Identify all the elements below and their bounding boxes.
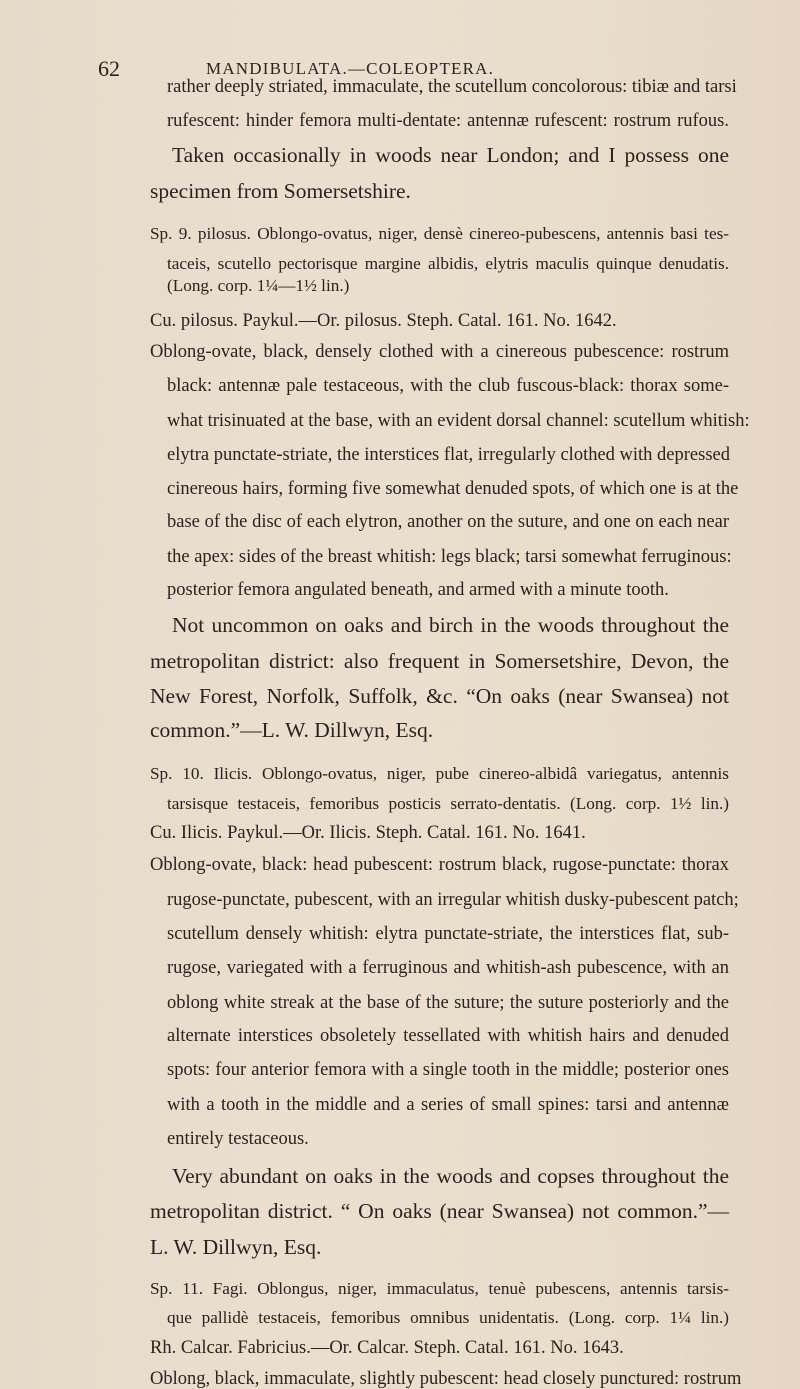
description-line: cinereous hairs, forming five somewhat denuded spots, of which one is at the: [167, 479, 739, 499]
description-line: Oblong-ovate, black: head pubescent: rostrum black, rugose-punctate: thorax: [150, 855, 729, 875]
description-line: posterior femora angulated beneath, and armed with a minute tooth.: [167, 580, 669, 600]
description-line: with a tooth in the middle and a series of small spines: tarsi and antennæ: [167, 1095, 729, 1115]
description-line: elytra punctate-striate, the interstices flat, irregularly clothed with depressed: [167, 445, 731, 465]
habitat-line: L. W. Dillwyn, Esq.: [150, 1235, 322, 1259]
description-line: scutellum densely whitish: elytra punctate-striate, the interstices flat, sub-: [167, 924, 729, 944]
description-line: rugose-punctate, pubescent, with an irregular whitish dusky-pubescent patch;: [167, 890, 739, 910]
species-heading-sp9: Sp. 9. pilosus. Oblongo-ovatus, niger, densè cinereo-pubescens, antennis basi tes-: [150, 224, 729, 243]
diagnosis-line: taceis, scutello pectorisque margine albidis, elytris maculis quinque denudatis.: [167, 254, 729, 273]
synonymy-line: Rh. Calcar. Fabricius.—Or. Calcar. Steph. Catal. 161. No. 1643.: [150, 1338, 624, 1358]
description-line: the apex: sides of the breast whitish: legs black; tarsi somewhat ferruginous:: [167, 547, 732, 567]
description-line: alternate interstices obsoletely tessellated with whitish hairs and denuded: [167, 1026, 729, 1046]
synonymy-line: Cu. Ilicis. Paykul.—Or. Ilicis. Steph. Catal. 161. No. 1641.: [150, 823, 586, 843]
description-line: spots: four anterior femora with a single tooth in the middle; posterior ones: [167, 1060, 729, 1080]
page-number: 62: [98, 56, 120, 81]
description-line: Oblong, black, immaculate, slightly pubescent: head closely punctured: rostrum: [150, 1369, 742, 1389]
habitat-line: Taken occasionally in woods near London; and I possess one: [172, 143, 729, 167]
description-line: rather deeply striated, immaculate, the scutellum concolorous: tibiæ and tarsi: [167, 77, 737, 97]
description-line: base of the disc of each elytron, another on the suture, and one on each near: [167, 512, 729, 532]
description-line: rugose, variegated with a ferruginous and whitish-ash pubescence, with an: [167, 958, 729, 978]
habitat-line: Very abundant on oaks in the woods and copses throughout the: [172, 1164, 729, 1188]
description-line: oblong white streak at the base of the suture; the suture posteriorly and the: [167, 993, 729, 1013]
description-line: Oblong-ovate, black, densely clothed with a cinereous pubescence: rostrum: [150, 342, 729, 362]
species-heading-sp11: Sp. 11. Fagi. Oblongus, niger, immaculatus, tenuè pubescens, antennis tarsis-: [150, 1279, 729, 1298]
habitat-line: metropolitan district. “ On oaks (near Swansea) not common.”—: [150, 1199, 729, 1223]
running-title: MANDIBULATA.—COLEOPTERA.: [206, 59, 495, 78]
habitat-line: New Forest, Norfolk, Suffolk, &c. “On oaks (near Swansea) not: [150, 684, 729, 708]
species-heading-sp10: Sp. 10. Ilicis. Oblongo-ovatus, niger, pube cinereo-albidâ variegatus, antennis: [150, 764, 729, 783]
description-line: entirely testaceous.: [167, 1129, 309, 1149]
diagnosis-line: que pallidè testaceis, femoribus omnibus unidentatis. (Long. corp. 1¼ lin.): [167, 1308, 729, 1327]
description-line: what trisinuated at the base, with an evident dorsal channel: scutellum whitish:: [167, 411, 750, 431]
diagnosis-line: tarsisque testaceis, femoribus posticis serrato-dentatis. (Long. corp. 1½ lin.): [167, 794, 729, 813]
habitat-line: specimen from Somersetshire.: [150, 179, 411, 203]
measurement-line: (Long. corp. 1¼—1½ lin.): [167, 276, 350, 295]
habitat-line: metropolitan district: also frequent in Somersetshire, Devon, the: [150, 649, 729, 673]
synonymy-line: Cu. pilosus. Paykul.—Or. pilosus. Steph. Catal. 161. No. 1642.: [150, 311, 617, 331]
description-line: black: antennæ pale testaceous, with the club fuscous-black: thorax some-: [167, 376, 729, 396]
description-line: rufescent: hinder femora multi-dentate: antennæ rufescent: rostrum rufous.: [167, 111, 729, 131]
habitat-line: Not uncommon on oaks and birch in the woods throughout the: [172, 613, 729, 637]
habitat-line: common.”—L. W. Dillwyn, Esq.: [150, 718, 434, 742]
